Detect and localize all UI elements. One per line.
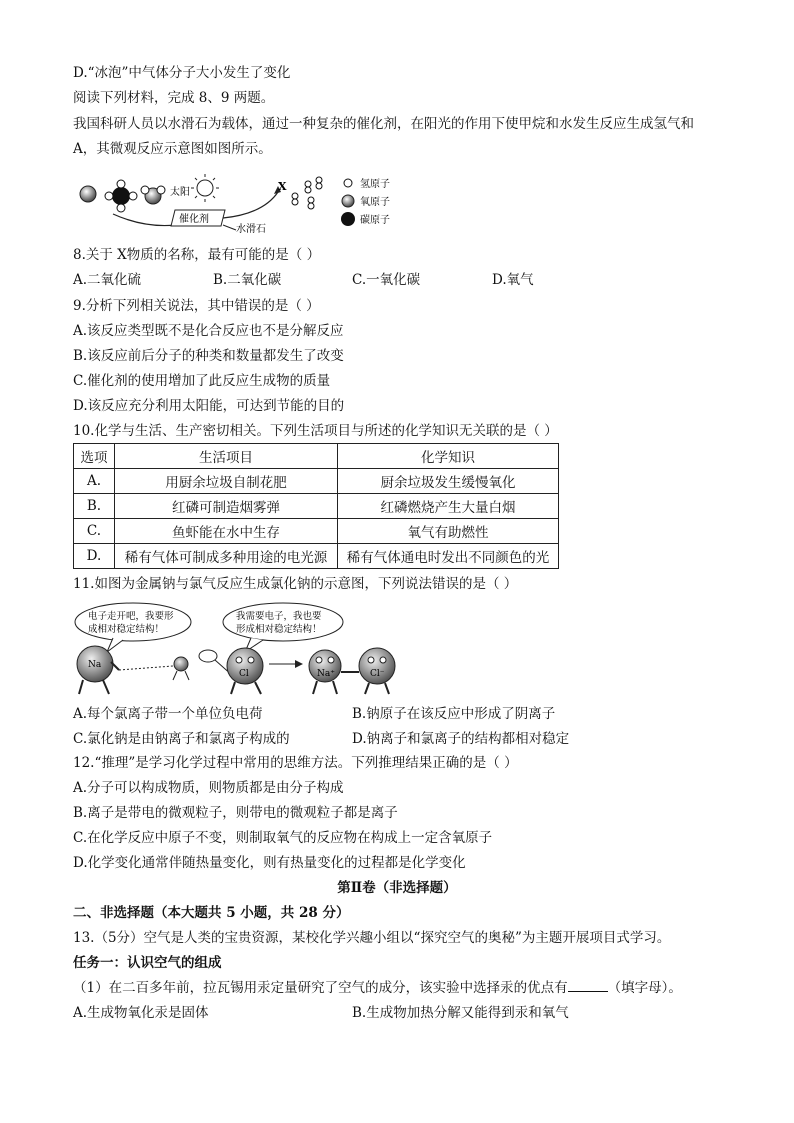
electron-character-icon	[173, 657, 189, 680]
q10-stem: 10.化学与生活、生产密切相关。下列生活项目与所述的化学知识无关联的是（ ）	[73, 423, 558, 439]
part2-title: 第Ⅱ卷（非选择题）	[337, 880, 457, 896]
table-row	[74, 519, 559, 544]
table-cell: 红磷燃烧产生大量白烟	[338, 494, 559, 519]
q8-option-d: D.氧气	[492, 272, 534, 288]
table-cell: 用厨余垃圾自制花肥	[115, 469, 338, 494]
table-cell: 稀有气体可制成多种用途的电光源	[115, 544, 338, 569]
q9-option-d: D.该反应充分利用太阳能，可达到节能的目的	[73, 398, 345, 414]
q10-table	[73, 443, 559, 569]
q9-option-a: A.该反应类型既不是化合反应也不是分解反应	[73, 323, 344, 339]
q12-option-c: C.在化学反应中原子不变，则制取氧气的反应物在构成上一定含氧原子	[73, 830, 493, 846]
table-cell: D.	[74, 544, 115, 569]
reaction-diagram	[73, 170, 413, 236]
methane-molecule-icon	[80, 186, 96, 202]
q13-stem: 13.（5分）空气是人类的宝贵资源，某校化学兴趣小组以“探究空气的奥秘”为主题开展项目式学习。	[73, 930, 671, 946]
q12-option-b: B.离子是带电的微观粒子，则带电的微观粒子都是离子	[73, 805, 398, 821]
bubble-right-line-1: 我需要电子，我也要	[236, 611, 322, 622]
na-ion-label: Na⁺	[317, 669, 335, 679]
q9-option-b: B.该反应前后分子的种类和数量都发生了改变	[73, 348, 344, 364]
q9-option-c: C.催化剂的使用增加了此反应生成物的质量	[73, 373, 331, 389]
legend-oxygen: 氧原子	[360, 197, 390, 208]
q11-stem: 11.如图为金属钠与氯气反应生成氯化钠的示意图，下列说法错误的是（ ）	[73, 576, 518, 592]
table-header-row	[74, 444, 559, 469]
table-cell: 红磷可制造烟雾弹	[115, 494, 338, 519]
table-cell: B.	[74, 494, 115, 519]
support-label: 水滑石	[236, 224, 266, 235]
q11-option-c: C.氯化钠是由钠离子和氯离子构成的	[73, 731, 290, 747]
table-header-cell: 生活项目	[115, 444, 338, 469]
arrow-right-icon	[295, 660, 303, 668]
q12-option-a: A.分子可以构成物质，则物质都是由分子构成	[73, 780, 344, 796]
sun-icon	[191, 174, 219, 202]
q11-option-a: A.每个氯离子带一个单位负电荷	[73, 706, 263, 722]
q8-stem: 8.关于 X物质的名称，最有可能的是（ ）	[73, 247, 321, 263]
q8-option-b: B.二氧化碳	[213, 272, 282, 288]
hydrogen-molecules-icon	[292, 177, 322, 209]
legend-hydrogen: 氢原子	[360, 179, 390, 190]
table-cell: 厨余垃圾发生缓慢氧化	[338, 469, 559, 494]
table-header-cell: 化学知识	[338, 444, 559, 469]
q12-stem: 12.“推理”是学习化学过程中常用的思维方法。下列推理结果正确的是（ ）	[73, 755, 518, 771]
answer-blank[interactable]	[568, 979, 608, 992]
table-row	[74, 469, 559, 494]
q13-option-b: B.生成物加热分解又能得到汞和氧气	[352, 1005, 569, 1021]
methane-molecule-icon-2	[105, 180, 137, 212]
q9-stem: 9.分析下列相关说法，其中错误的是（ ）	[73, 298, 320, 314]
table-row	[74, 544, 559, 569]
q13-sub1-suffix: （填字母）。	[607, 980, 682, 996]
table-cell: 氧气有助燃性	[338, 519, 559, 544]
sodium-atom-character-icon	[77, 646, 119, 694]
legend-hydrogen-icon	[344, 179, 352, 187]
q11-option-d: D.钠离子和氯离子的结构都相对稳定	[352, 731, 570, 747]
q11-option-b: B.钠原子在该反应中形成了阴离子	[352, 706, 556, 722]
q13-sub1	[73, 978, 682, 998]
table-cell: C.	[74, 519, 115, 544]
q7-option-d: D.“冰泡”中气体分子大小发生了变化	[73, 65, 291, 81]
legend-carbon: 碳原子	[360, 215, 390, 226]
table-header-cell: 选项	[74, 444, 115, 469]
bubble-left-line-1: 电子走开吧，我要形	[88, 611, 174, 622]
table-row	[74, 494, 559, 519]
table-cell: 鱼虾能在水中生存	[115, 519, 338, 544]
cl-label: Cl	[239, 669, 249, 679]
q8-option-a: A.二氧化硫	[73, 272, 142, 288]
sodium-chlorine-illustration	[73, 600, 403, 700]
read-material-instruction: 阅读下列材料，完成 8、9 两题。	[73, 90, 275, 106]
bubble-left-line-2: 成相对稳定结构！	[88, 624, 165, 635]
table-cell: 稀有气体通电时发出不同颜色的光	[338, 544, 559, 569]
table-cell: A.	[74, 469, 115, 494]
catalyst-label: 催化剂	[179, 214, 209, 225]
section2-heading: 二、非选择题（本大题共 5 小题，共 28 分）	[73, 905, 350, 921]
na-label: Na	[88, 660, 102, 670]
material-line-1: 我国科研人员以水滑石为载体，通过一种复杂的催化剂，在阳光的作用下使甲烷和水发生反应生成氢气和	[73, 116, 694, 132]
cl-ion-label: Cl⁻	[370, 669, 385, 679]
material-line-2: A，其微观反应示意图如图所示。	[73, 141, 272, 157]
q13-task1: 任务一：认识空气的组成	[73, 955, 222, 971]
legend-oxygen-icon	[342, 195, 354, 207]
sun-label: 太阳	[170, 187, 190, 198]
q13-option-a: A.生成物氧化汞是固体	[73, 1005, 209, 1021]
q13-sub1-text: （1）在二百多年前，拉瓦锡用汞定量研究了空气的成分，该实验中选择汞的优点有	[73, 980, 568, 996]
bubble-right-line-2: 形成相对稳定结构！	[236, 624, 322, 635]
water-molecule-icon	[141, 186, 165, 204]
x-label: X	[278, 180, 287, 193]
q8-option-c: C.一氧化碳	[352, 272, 421, 288]
legend-carbon-icon	[341, 212, 355, 226]
q12-option-d: D.化学变化通常伴随热量变化，则有热量变化的过程都是化学变化	[73, 855, 466, 871]
